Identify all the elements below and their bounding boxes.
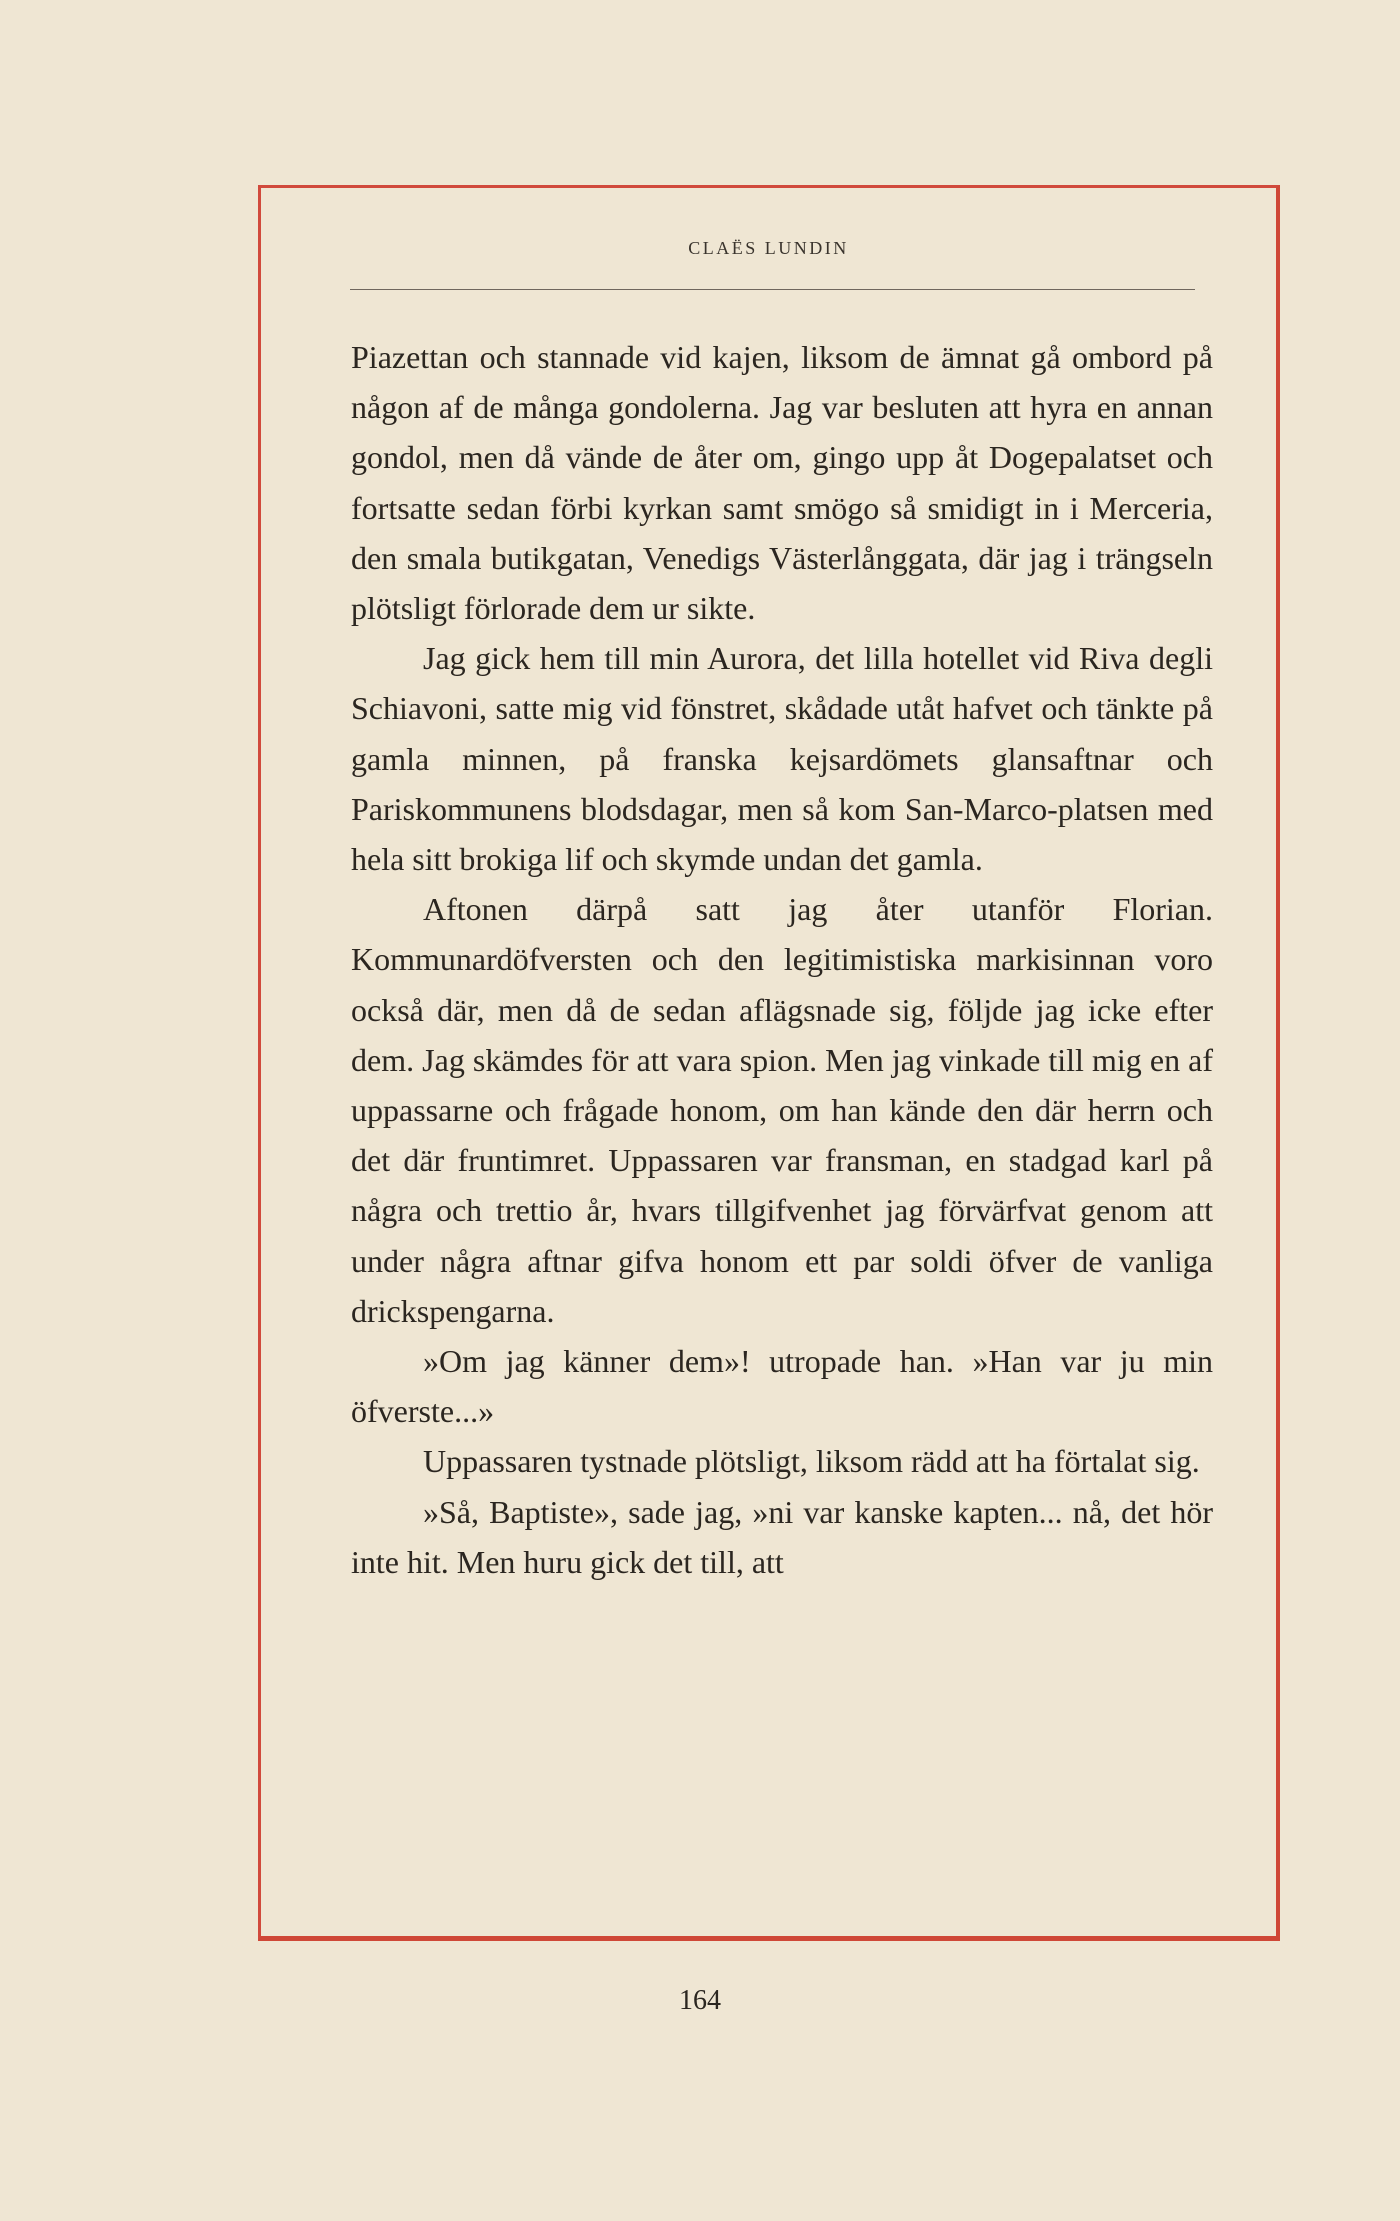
paragraph: Jag gick hem till min Aurora, det lilla hotellet vid Riva degli Schiavoni, satte mig vid fönstret, skådade utåt hafvet och tänkte på gamla minnen, på franska kejsardömets glansaftnar och Pariskommunens blodsdagar, men så kom San-Marco-platsen med hela sitt brokiga lif och skymde undan det gamla.: [351, 640, 1213, 878]
running-head: CLAËS LUNDIN: [688, 238, 849, 258]
body-text: [351, 332, 1213, 1587]
paragraph: Uppassaren tystnade plötsligt, liksom rädd att ha förtalat sig.: [423, 1443, 1200, 1480]
page-number: 164: [679, 1985, 721, 2016]
page-frame: [258, 185, 1280, 1941]
header-rule: [350, 289, 1195, 290]
paragraph: Piazettan och stannade vid kajen, liksom de ämnat gå ombord på någon af de många gondolerna. Jag var besluten att hyra en annan gondol, men då vände de åter om, gingo upp åt Dogepalatset och fortsatte sedan förbi kyrkan samt smögo så smidigt in i Merceria, den smala butikgatan, Venedigs Västerlånggata, där jag i trängseln plötsligt förlorade dem ur sikte.: [351, 339, 1213, 627]
paragraph: Aftonen därpå satt jag åter utanför Florian. Kommunardöfversten och den legitimistiska markisinnan voro också där, men då de sedan aflägsnade sig, följde jag icke efter dem. Jag skämdes för att vara spion. Men jag vinkade till mig en af uppassarne och frågade honom, om han kände den där herrn och det där fruntimret. Uppassaren var fransman, en stadgad karl på några och trettio år, hvars tillgifvenhet jag förvärfvat genom att under några aftnar gifva honom ett par soldi öfver de vanliga drickspengarna.: [351, 891, 1213, 1329]
paragraph: »Om jag känner dem»! utropade han. »Han var ju min öfverste...»: [351, 1343, 1213, 1430]
paragraph: »Så, Baptiste», sade jag, »ni var kanske kapten... nå, det hör inte hit. Men huru gick det till, att: [351, 1493, 1213, 1580]
